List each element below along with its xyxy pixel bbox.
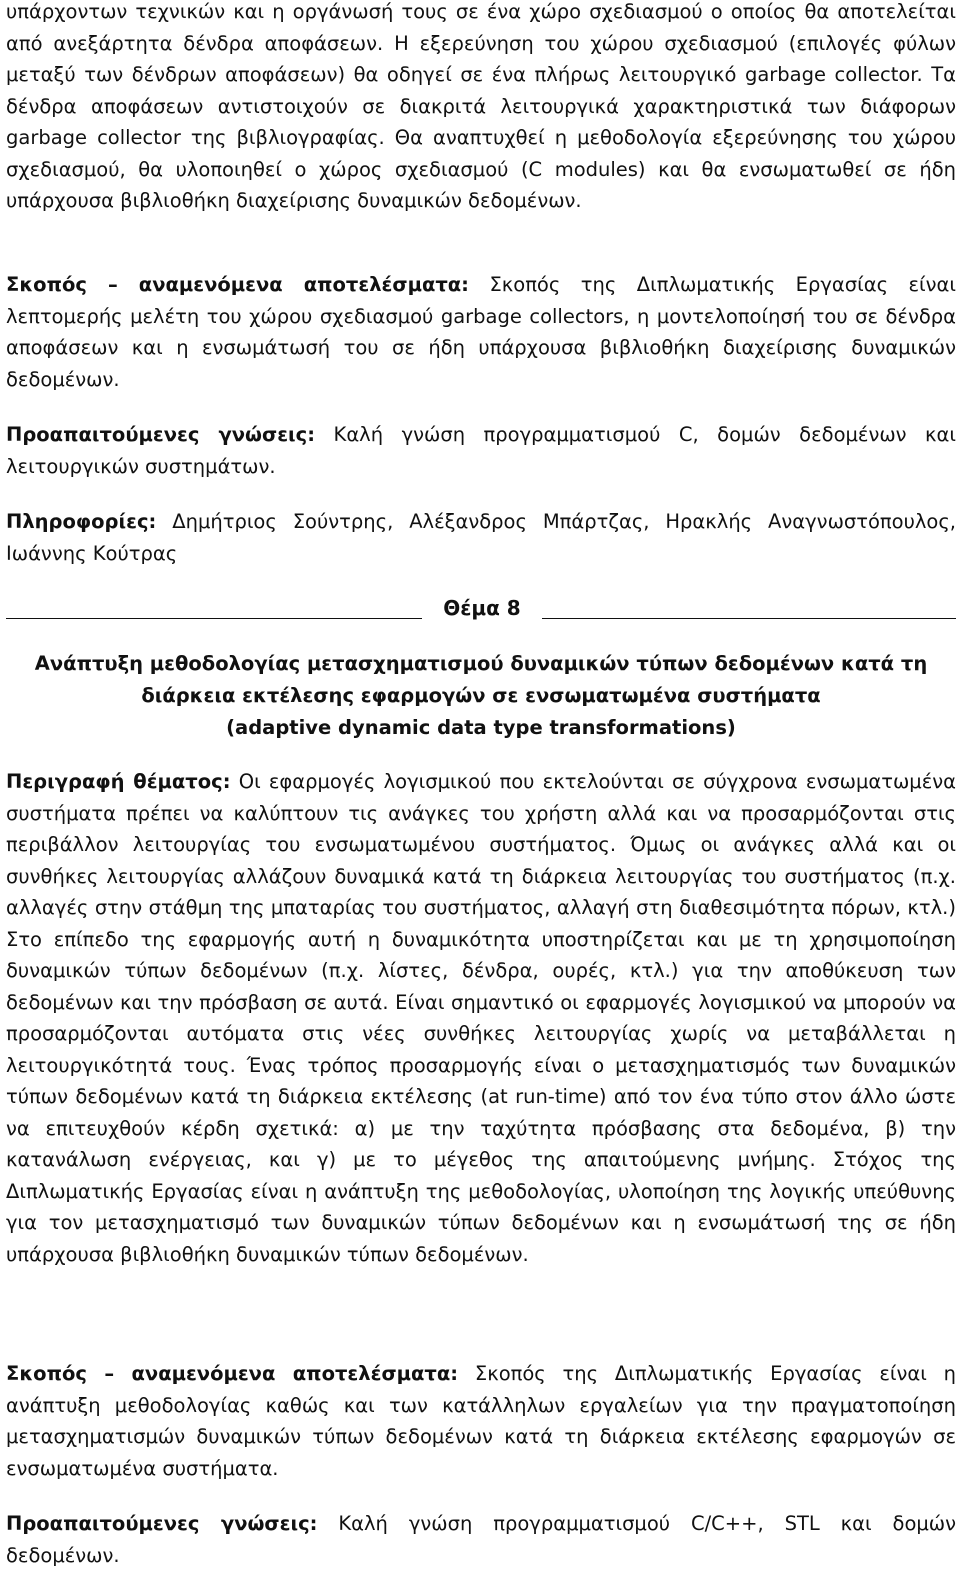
topic7-goal-paragraph: [6, 269, 956, 395]
prereq-text: Καλή γνώση προγραμματισμού C, δομών δεδομένων και λειτουργικών συστημάτων.: [6, 423, 957, 478]
prereq-label: Προαπαιτούμενες γνώσεις:: [6, 423, 316, 446]
topic-title-line-3: (adaptive dynamic data type transformations): [226, 716, 736, 739]
goal-label: Σκοπός – αναμενόμενα αποτελέσματα:: [6, 1362, 459, 1385]
topic-title-line-2: διάρκεια εκτέλεσης εφαρμογών σε ενσωματωμένα συστήματα: [141, 684, 821, 707]
prereq-text: Καλή γνώση προγραμματισμού C/C++, STL και δομών δεδομένων.: [6, 1512, 957, 1567]
topic8-description-paragraph: [6, 766, 956, 1270]
topic-title-line-1: Ανάπτυξη μεθοδολογίας μετασχηματισμού δυναμικών τύπων δεδομένων κατά τη: [34, 652, 928, 675]
goal-text: Σκοπός της Διπλωματικής Εργασίας είναι λεπτομερής μελέτη του χώρου σχεδιασμού garbage collectors, η μοντελοποίησή του σε δένδρα αποφάσεων και η ενσωμάτωσή του σε ήδη υπάρχουσα βιβλιοθήκη διαχείρισης δυναμικών δεδομένων.: [6, 273, 956, 391]
intro-paragraph: υπάρχοντων τεχνικών και η οργάνωσή τους σε ένα χώρο σχεδιασμού ο οποίος θα αποτελείται από ανεξάρτητα δένδρα αποφάσεων. Η εξερεύνηση του χώρου σχεδιασμού (επιλογές φύλων μεταξύ των δένδρων αποφάσεων) θα οδηγεί σε ένα πλήρως λειτουργικό garbage collector. Τα δένδρα αποφάσεων αντιστοιχούν σε διακριτά λειτουργικά χαρακτηριστικά των διάφορων garbage collector της βιβλιογραφίας. Θα αναπτυχθεί η μεθοδολογία εξερεύνησης του χώρου σχεδιασμού, θα υλοποιηθεί ο χώρος σχεδιασμού (C modules) και θα ενσωματωθεί σε ήδη υπάρχουσα βιβλιοθήκη διαχείρισης δυναμικών δεδομένων.: [6, 0, 956, 212]
description-label: Περιγραφή θέματος:: [6, 770, 231, 793]
topic8-prereq-paragraph: [6, 1508, 956, 1571]
rule-line-right: [542, 618, 956, 619]
topic-heading-rule: [6, 592, 956, 624]
topic7-prereq-paragraph: [6, 419, 956, 482]
info-text: Δημήτριος Σούντρης, Αλέξανδρος Μπάρτζας, Ηρακλής Αναγνωστόπουλος, Ιωάννης Κούτρας: [6, 510, 956, 565]
topic7-info-paragraph: [6, 506, 956, 569]
goal-label: Σκοπός – αναμενόμενα αποτελέσματα:: [6, 273, 469, 296]
prereq-label: Προαπαιτούμενες γνώσεις:: [6, 1512, 318, 1535]
rule-line-left: [6, 618, 422, 619]
topic-heading: Θέμα 8: [443, 596, 521, 620]
description-text: Οι εφαρμογές λογισμικού που εκτελούνται σε σύγχρονα ενσωματωμένα συστήματα πρέπει να καλύπτουν τις ανάγκες του χρήστη αλλά και να προσαρμόζονται στις περιβάλλον λειτουργίας του ενσωματωμένου συστήματος. Όμως οι ανάγκες αλλά και οι συνθήκες λειτουργίας αλλάζουν δυναμικά κατά τη διάρκεια λειτουργίας του συστήματος (π.χ. αλλαγές στην στάθμη της μπαταρίας του συστήματος, αλλαγή στη διαθεσιμότητα πόρων, κτλ.) Στο επίπεδο της εφαρμογής αυτή η δυναμικότητα υποστηρίζεται και με τη χρησιμοποίηση δυναμικών τύπων δεδομένων (π.χ. λίστες, δένδρα, ουρές, κτλ.) για την αποθύκευση των δεδομένων και την πρόσβαση σε αυτά. Είναι σημαντικό οι εφαρμογές λογισμικού να μπορούν να προσαρμόζονται αυτόματα στις νέες συνθήκες λειτουργίας χωρίς να μεταβάλλεται η λειτουργικότητά τους. Ένας τρόπος προσαρμογής είναι ο μετασχηματισμός των δυναμικών τύπων δεδομένων κατά τη διάρκεια εκτέλεσης (at run-time) από τον ένα τύπο στον άλλο ώστε να επιτευχθούν κέρδη σχετικά: α) με την ταχύτητα πρόσβασης στα δεδομένα, β) την κατανάλωση ενέργειας, και γ) με το μέγεθος της απαιτούμενης μνήμης. Στόχος της Διπλωματικής Εργασίας είναι η ανάπτυξη της μεθοδολογίας, υλοποίηση της λογικής υπεύθυνης για τον μετασχηματισμό των δυναμικών τύπων δεδομένων και η ενσωμάτωσή της σε ήδη υπάρχουσα βιβλιοθήκη δυναμικών τύπων δεδομένων.: [6, 770, 956, 1266]
topic-title: [6, 648, 956, 744]
info-label: Πληροφορίες:: [6, 510, 157, 533]
goal-text: Σκοπός της Διπλωματικής Εργασίας είναι η ανάπτυξη μεθοδολογίας καθώς και των κατάλληλων εργαλείων για την πραγματοποίηση μετασχηματισμών δυναμικών τύπων δεδομένων κατά τη διάρκεια εκτέλεσης εφαρμογών σε ενσωματωμένα συστήματα.: [6, 1362, 956, 1480]
topic8-goal-paragraph: [6, 1358, 956, 1484]
